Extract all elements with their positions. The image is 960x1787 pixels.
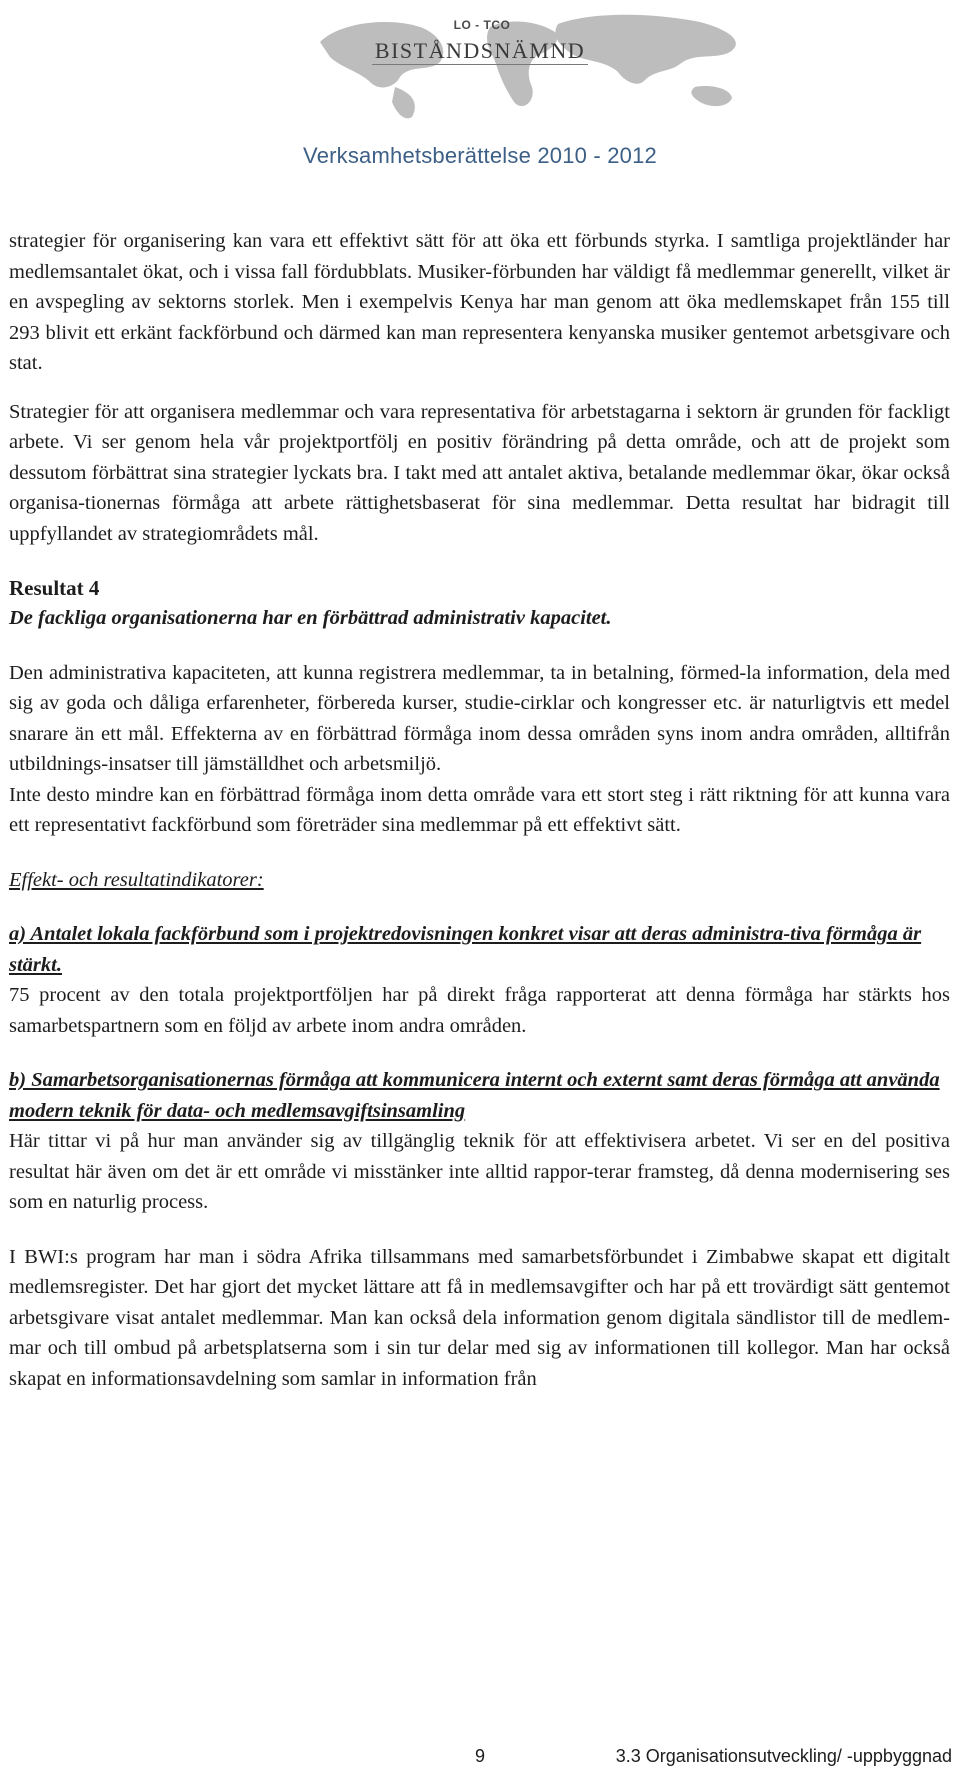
- paragraph-indicator-b-result: Här tittar vi på hur man använder sig av tillgänglig teknik för att effektivisera arbetet. Vi ser en del positiva resultat här även om det är ett område vi misstänker inte alltid rappor-terar framsteg, då denna modernisering ses som en naturlig process.: [9, 1130, 950, 1213]
- page-header: [0, 0, 960, 180]
- paragraph-indicator-a-result: 75 procent av den totala projektportföljen har på direkt fråga rapporterat att denna förmåga har stärkts hos samarbetspartnern som en följd av arbete inom andra områden.: [9, 984, 950, 1037]
- logo-lo-tco-text: LO - TCO: [453, 18, 511, 32]
- report-title: Verksamhetsberättelse 2010 - 2012: [303, 143, 657, 168]
- document-body: [9, 226, 950, 1394]
- logo-divider: [372, 64, 588, 65]
- paragraph-administrative-capacity: Den administrativa kapaciteten, att kunna registrera medlemmar, ta in betalning, förmed-la information, dela med sig av goda och dåliga erfarenheter, förbereda kurser, studie-cirklar och kongresser etc. är naturligtvis ett medel snarare än ett mål. Effekterna av en förbättrad förmåga inom dessa områden syns inom andra områden, alltifrån utbildnings-insatser till jämställdhet och arbetsmiljö.: [9, 661, 950, 775]
- indicator-a: a) Antalet lokala fackförbund som i projektredovisningen konkret visar att deras administra-tiva förmåga är stärkt.: [9, 923, 922, 976]
- logo-bistandsnamnd-text: BISTÅNDSNÄMND: [374, 38, 586, 63]
- resultat-subtitle: De fackliga organisationerna har en förbättrad administrativ kapacitet.: [9, 607, 612, 629]
- indicators-heading: Effekt- och resultatindikatorer:: [9, 868, 264, 891]
- paragraph-organising-strategies: strategier för organisering kan vara ett effektivt sätt för att öka ett förbunds styrka. I samtliga projektländer har medlemsantalet ökat, och i vissa fall fördubblats. Musiker-förbunden har väldigt få medlemmar generellt, vilket är en avspegling av sektorns storlek. Men i exempelvis Kenya har man genom att öka medlemskapet från 155 till 293 blivit ett erkänt fackförbund och därmed kan man representera kenyanska musiker gentemot arbetsgivare och stat.: [9, 230, 950, 374]
- page-number: 9: [474, 1746, 485, 1766]
- paragraph-bwi-program: I BWI:s program har man i södra Afrika tillsammans med samarbetsförbundet i Zimbabwe skapat ett digitalt medlemsregister. Det har gjort det mycket lättare att få in medlemsavgifter och har på ett trovärdigt sätt gentemot arbetsgivare visat antalet medlemmar. Man kan också dela information genom digitala sändlistor till de medlem-mar och till ombud på arbetsplatserna som i sin tur delar med sig av informationen till kollegor. Man har också skapat en informationsavdelning som samlar in information från: [9, 1245, 950, 1390]
- indicator-b: b) Samarbetsorganisationernas förmåga att kommunicera internt och externt samt deras förmåga att använda modern teknik för data- och medlemsavgiftsinsamling: [9, 1069, 940, 1122]
- paragraph-representativeness: Strategier för att organisera medlemmar och vara representativa för arbetstagarna i sektorn är grunden för fackligt arbete. Vi ser genom hela vår projektportfölj en positiv förändring på detta område, och att de projekt som dessutom förbättrat sina strategier lyckats bra. I takt med att antalet aktiva, betalande medlemmar ökar, ökar också organisa-tionernas förmåga att arbete rättighetsbaserat för sina medlemmar. Detta resultat har bidragit till uppfyllandet av strategiområdets mål.: [9, 400, 950, 545]
- resultat-heading: Resultat 4: [9, 576, 100, 600]
- paragraph-representative-union: Inte desto mindre kan en förbättrad förmåga inom detta område vara ett stort steg i rätt riktning för att kunna vara ett representativt fackförbund som företräder sina medlemmar på ett effektivt sätt.: [9, 783, 950, 836]
- footer-section-title: 3.3 Organisationsutveckling/ -uppbyggnad: [615, 1746, 952, 1766]
